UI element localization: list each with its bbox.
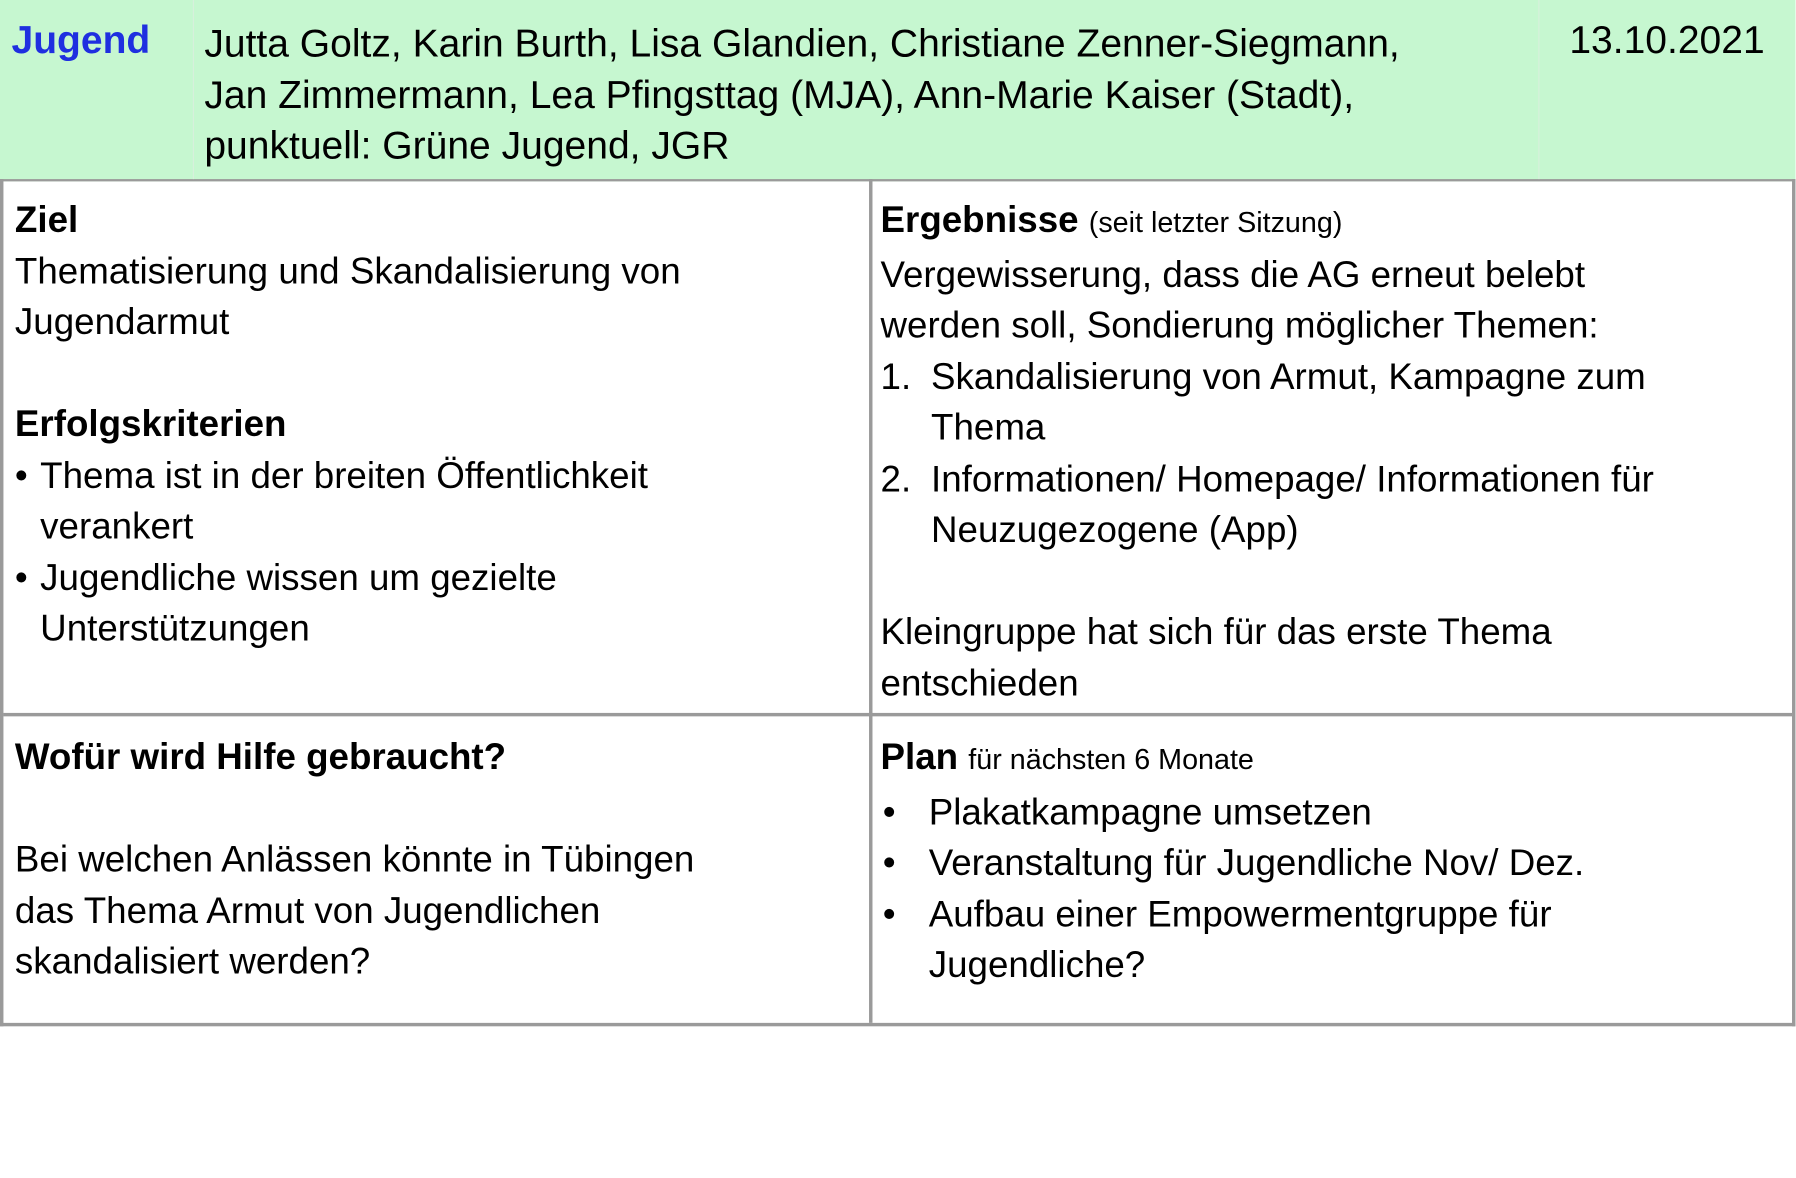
ziel-text-line: Thematisierung und Skandalisierung von (14, 249, 681, 292)
list-item-text: verankert (40, 505, 194, 547)
ergebnisse-text-line: Kleingruppe hat sich für das erste Thema (880, 610, 1552, 653)
numbered-item (881, 453, 1654, 555)
spacer (15, 347, 681, 398)
plan-heading: Plan (880, 735, 959, 778)
bullet-marker: • (882, 892, 896, 934)
numbered-item-text: Informationen/ Homepage/ Informationen für (931, 457, 1654, 499)
ergebnisse-heading-row (881, 194, 1654, 249)
list-item (15, 552, 681, 654)
bullet-marker: • (882, 841, 896, 883)
numbered-item-text: Thema (931, 406, 1046, 448)
ergebnisse-cell (881, 194, 1654, 708)
meeting-date: 13.10.2021 (1569, 18, 1765, 62)
ergebnisse-text-line: entschieden (880, 661, 1079, 704)
header-bar (0, 0, 1795, 181)
list-item-text: Jugendliche wissen um gezielte (40, 556, 557, 598)
plan-item (881, 837, 1585, 888)
ergebnisse-note: (seit letzter Sitzung) (1088, 206, 1343, 239)
hilfe-text-line: skandalisiert werden? (14, 940, 371, 982)
plan-item (881, 786, 1585, 837)
number-marker: 1. (880, 355, 912, 397)
bullet-marker: • (14, 454, 28, 496)
hilfe-heading: Wofür wird Hilfe gebraucht? (14, 735, 507, 778)
spacer (881, 555, 1654, 606)
ziel-heading: Ziel (14, 198, 79, 240)
hilfe-cell (15, 731, 694, 986)
plan-item-text: Veranstaltung für Jugendliche Nov/ Dez. (928, 841, 1585, 883)
column-divider (869, 179, 872, 1023)
numbered-item-text: Skandalisierung von Armut, Kampagne zum (931, 355, 1646, 397)
numbered-item-text: Neuzugezogene (App) (931, 508, 1299, 550)
section-title: Jugend (11, 18, 151, 62)
ergebnisse-text-line: Vergewisserung, dass die AG erneut belebt (880, 253, 1586, 295)
member-line: punktuell: Grüne Jugend, JGR (204, 123, 730, 168)
member-line: Jan Zimmermann, Lea Pfingsttag (MJA), Ann-Marie Kaiser (Stadt), (204, 72, 1355, 117)
hilfe-text-line: Bei welchen Anlässen könnte in Tübingen (14, 838, 695, 880)
number-marker: 2. (880, 457, 912, 499)
header-divider (193, 0, 194, 179)
bullet-marker: • (14, 556, 28, 598)
member-list (204, 18, 1536, 171)
plan-note: für nächsten 6 Monate (968, 743, 1254, 777)
erfolgskriterien-heading: Erfolgskriterien (14, 402, 287, 445)
row-divider (3, 713, 1792, 716)
ergebnisse-text-line: werden soll, Sondierung möglicher Themen: (880, 304, 1599, 346)
member-line: Jutta Goltz, Karin Burth, Lisa Glandien, Christiane Zenner-Siegmann, (204, 21, 1400, 66)
bullet-marker: • (882, 790, 896, 832)
header-divider (1538, 0, 1539, 179)
plan-item-text: Jugendliche? (928, 943, 1146, 985)
plan-heading-row (881, 731, 1585, 786)
plan-item-text: Plakatkampagne umsetzen (928, 790, 1372, 832)
numbered-item (881, 351, 1654, 453)
ziel-text-line: Jugendarmut (14, 300, 230, 343)
ergebnisse-heading: Ergebnisse (880, 198, 1079, 240)
hilfe-text-line: das Thema Armut von Jugendlichen (14, 889, 601, 931)
list-item-text: Unterstützungen (40, 607, 310, 649)
list-item-text: Thema ist in der breiten Öffentlichkeit (40, 454, 648, 496)
spacer (15, 782, 694, 833)
ziel-cell (15, 194, 681, 654)
plan-item (881, 888, 1585, 990)
plan-item-text: Aufbau einer Empowermentgruppe für (928, 892, 1552, 934)
plan-cell (881, 731, 1585, 990)
content-table (0, 179, 1795, 1026)
list-item (15, 449, 681, 551)
